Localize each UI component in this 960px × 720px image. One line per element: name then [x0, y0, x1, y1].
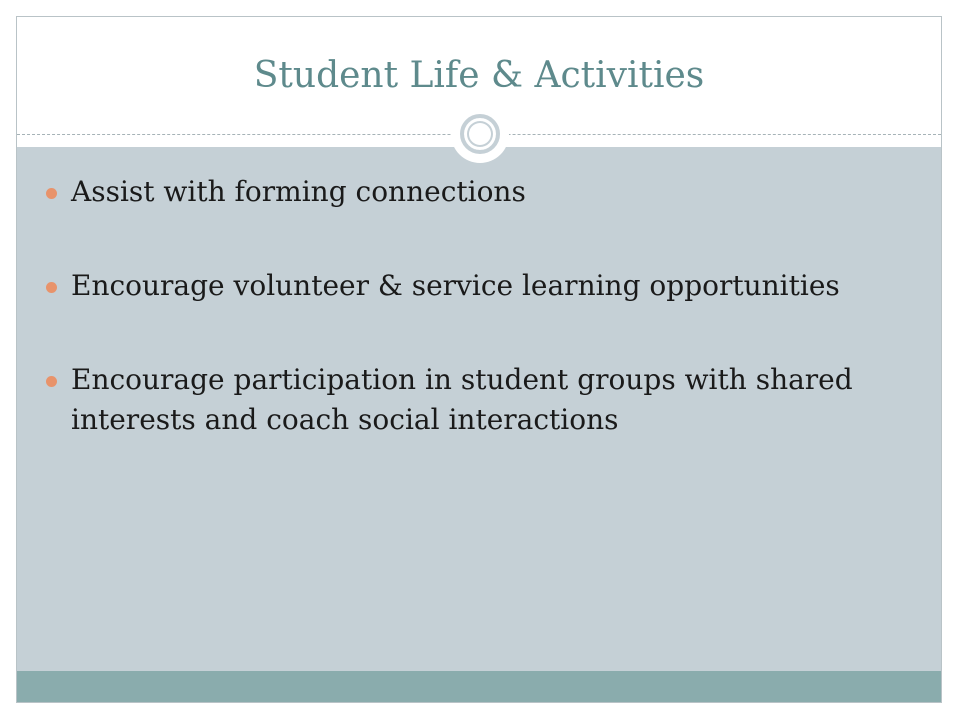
- bullet-text: Encourage volunteer & service learning opportunities: [71, 269, 840, 302]
- slide-title: Student Life & Activities: [253, 55, 705, 96]
- bullet-item: [17, 360, 941, 440]
- bullet-item: [17, 172, 941, 212]
- bullet-text: Encourage participation in student groups with shared interests and coach social interactions: [71, 363, 853, 436]
- circle-ornament-inner: [460, 114, 500, 154]
- bullet-dot-icon: [46, 282, 57, 293]
- bullet-item: [17, 266, 941, 306]
- bullet-list: [17, 172, 941, 494]
- slide-frame: [16, 16, 942, 703]
- circle-ornament-icon: [451, 105, 509, 163]
- footer-band: [17, 671, 941, 702]
- bullet-text: Assist with forming connections: [71, 175, 526, 208]
- bullet-dot-icon: [46, 188, 57, 199]
- bullet-dot-icon: [46, 376, 57, 387]
